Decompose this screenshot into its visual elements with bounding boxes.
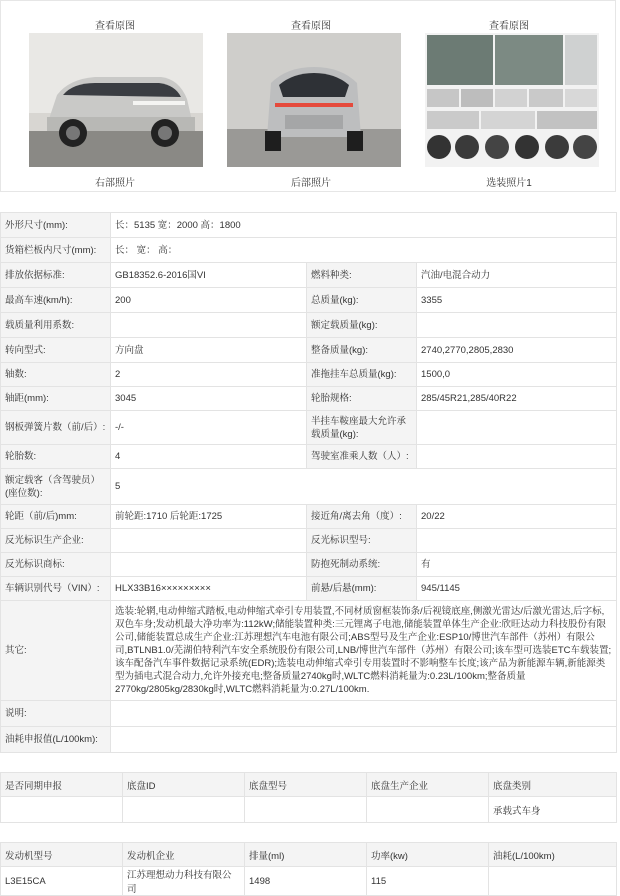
chassis-data-row: [1, 797, 617, 823]
table-cell: 承载式车身: [489, 797, 617, 823]
spec-row: [1, 363, 617, 387]
spec-value: [417, 529, 617, 553]
spec-value: 长：5135 宽：2000 高：1800: [111, 213, 617, 238]
table-cell: 江苏理想动力科技有限公司: [123, 867, 245, 896]
spec-value: [111, 529, 307, 553]
spec-row: [1, 577, 617, 601]
spec-value: 200: [111, 288, 307, 313]
spec-row: [1, 601, 617, 701]
spec-value: 长： 宽： 高：: [111, 238, 617, 263]
spec-other-value: 选装:轮辋,电动伸缩式踏板,电动伸缩式牵引专用装置,不同材质窗框装饰条/后视镜底座,侧激光雷达/后激光雷达,后字标,双色车身;发动机最大净功率为:112kW;储能装置种类:三元锂离子电池,储能装置单体生产企业:欣旺达动力科技股份有限公司,储能装置总成生产企业:江苏理想汽车电池有限公司;ABS型号及生产企业:ESP10/博世汽车部件（苏州）有限公司,BTLNB1.0/芜湖伯特利汽车安全系统股份有限公司,LNB/博世汽车部件（苏州）有限公司;该车型可选装ETC车载装置;该车配备汽车事件数据记录系统(EDR);选装电动伸缩式牵引专用装置时不影响整车长度;该产品为新能源车辆,新能源类型为插电式混合动力,允许外接充电;整备质量2740kg时,WLTC燃料消耗量为:0.23L/100km;整备质量2770kg/2805kg/2830kg时,WLTC燃料消耗量为:0.27L/100km.: [111, 601, 617, 701]
table-cell: [489, 867, 617, 896]
table-cell: [1, 797, 123, 823]
car-rear-photo[interactable]: [227, 33, 401, 167]
spec-row: [1, 701, 617, 727]
spec-row: [1, 469, 617, 505]
spec-row: [1, 238, 617, 263]
car-right-photo[interactable]: [29, 33, 203, 167]
spec-label: 接近角/离去角（度）:: [307, 505, 417, 529]
spec-label: 最高车速(km/h):: [1, 288, 111, 313]
spec-row: [1, 313, 617, 338]
spec-row: [1, 263, 617, 288]
spec-label: 轮距（前/后)mm:: [1, 505, 111, 529]
engine-table: [0, 842, 617, 896]
photo-gallery: [0, 0, 616, 192]
spec-value: 3355: [417, 288, 617, 313]
spec-value: 945/1145: [417, 577, 617, 601]
spec-label: 车辆识别代号（VIN）:: [1, 577, 111, 601]
spec-label: 轴数:: [1, 363, 111, 387]
spec-value: [111, 313, 307, 338]
view-original-link[interactable]: 查看原图: [95, 21, 135, 32]
spec-label: 反光标识型号:: [307, 529, 417, 553]
spec-row: [1, 387, 617, 411]
photo-caption: 选装照片1: [486, 178, 532, 189]
spec-value: [111, 553, 307, 577]
spec-label: 轮胎规格:: [307, 387, 417, 411]
table-cell: [245, 797, 367, 823]
spec-value: -/-: [111, 411, 307, 445]
column-header: 油耗(L/100km): [489, 843, 617, 867]
table-cell: 115: [367, 867, 489, 896]
spec-row: [1, 727, 617, 753]
spec-value: [417, 313, 617, 338]
spec-value: 4: [111, 445, 307, 469]
spec-label: 其它:: [1, 601, 111, 701]
column-header: 功率(kw): [367, 843, 489, 867]
spec-value: [111, 727, 617, 753]
column-header: 底盘类别: [489, 773, 617, 797]
spec-label: 额定载客（含驾驶员）(座位数):: [1, 469, 111, 505]
spec-value: [417, 411, 617, 445]
spec-value: 汽油/电混合动力: [417, 263, 617, 288]
spec-row: [1, 445, 617, 469]
column-header: 排量(ml): [245, 843, 367, 867]
column-header: 底盘生产企业: [367, 773, 489, 797]
spec-row: [1, 288, 617, 313]
spec-label: 轮胎数:: [1, 445, 111, 469]
engine-header-row: [1, 843, 617, 867]
spec-value: 20/22: [417, 505, 617, 529]
column-header: 发动机型号: [1, 843, 123, 867]
table-cell: [367, 797, 489, 823]
column-header: 发动机企业: [123, 843, 245, 867]
spec-label: 燃料种类:: [307, 263, 417, 288]
spec-value: HLX33B16×××××××××: [111, 577, 307, 601]
photo-right-side: [15, 1, 215, 191]
view-original-link[interactable]: 查看原图: [489, 21, 529, 32]
spec-label: 防抱死制动系统:: [307, 553, 417, 577]
spec-label: 额定载质量(kg):: [307, 313, 417, 338]
spec-value: 前轮距:1710 后轮距:1725: [111, 505, 307, 529]
spec-row: [1, 338, 617, 363]
spec-value: 2: [111, 363, 307, 387]
spec-label: 说明:: [1, 701, 111, 727]
spec-label: 总质量(kg):: [307, 288, 417, 313]
column-header: 底盘型号: [245, 773, 367, 797]
spec-value: [417, 445, 617, 469]
spec-label: 转向型式:: [1, 338, 111, 363]
spec-label: 反光标识生产企业:: [1, 529, 111, 553]
optional-equipment-photo[interactable]: [425, 33, 599, 167]
spec-label: 钢板弹簧片数（前/后）:: [1, 411, 111, 445]
spec-label: 油耗申报值(L/100km):: [1, 727, 111, 753]
spec-label: 半挂车鞍座最大允许承载质量(kg):: [307, 411, 417, 445]
spec-value: 方向盘: [111, 338, 307, 363]
table-cell: [123, 797, 245, 823]
spec-value: 285/45R21,285/40R22: [417, 387, 617, 411]
spec-value: [111, 701, 617, 727]
spec-label: 排放依据标准:: [1, 263, 111, 288]
photo-optional: [409, 1, 609, 191]
table-cell: 1498: [245, 867, 367, 896]
spec-row: [1, 411, 617, 445]
engine-data-row: [1, 867, 617, 896]
view-original-link[interactable]: 查看原图: [291, 21, 331, 32]
chassis-header-row: [1, 773, 617, 797]
chassis-table: [0, 772, 617, 823]
spec-label: 反光标识商标:: [1, 553, 111, 577]
spec-row: [1, 505, 617, 529]
spec-row: [1, 213, 617, 238]
spec-row: [1, 529, 617, 553]
vehicle-spec-table: [0, 212, 617, 753]
spec-label: 外形尺寸(mm):: [1, 213, 111, 238]
spec-label: 轴距(mm):: [1, 387, 111, 411]
column-header: 底盘ID: [123, 773, 245, 797]
spec-label: 前悬/后悬(mm):: [307, 577, 417, 601]
spec-value: 5: [111, 469, 617, 505]
spec-label: 整备质量(kg):: [307, 338, 417, 363]
spec-label: 准拖挂车总质量(kg):: [307, 363, 417, 387]
spec-value: 1500,0: [417, 363, 617, 387]
spec-row: [1, 553, 617, 577]
table-cell: L3E15CA: [1, 867, 123, 896]
column-header: 是否同期申报: [1, 773, 123, 797]
photo-caption: 后部照片: [291, 178, 331, 189]
photo-rear: [211, 1, 411, 191]
spec-label: 驾驶室准乘人数（人）:: [307, 445, 417, 469]
photo-caption: 右部照片: [95, 178, 135, 189]
spec-value: 3045: [111, 387, 307, 411]
spec-label: 货箱栏板内尺寸(mm):: [1, 238, 111, 263]
spec-value: GB18352.6-2016国VI: [111, 263, 307, 288]
spec-value: 有: [417, 553, 617, 577]
spec-value: 2740,2770,2805,2830: [417, 338, 617, 363]
spec-label: 载质量利用系数:: [1, 313, 111, 338]
